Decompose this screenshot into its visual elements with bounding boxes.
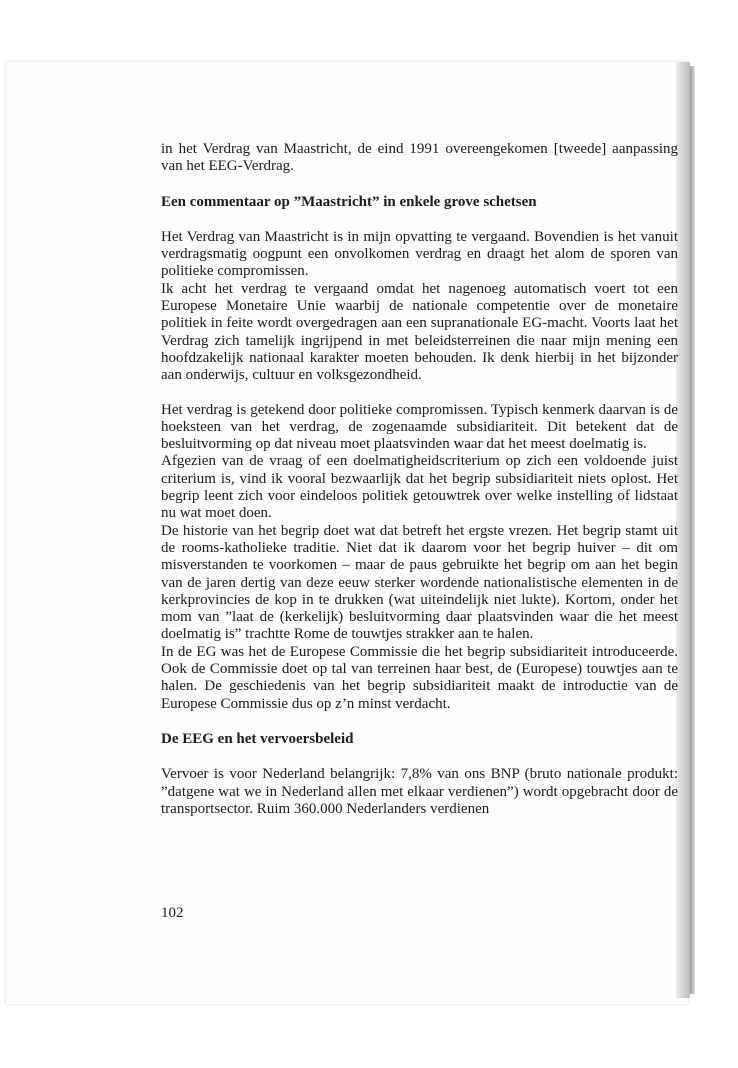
intro-paragraph: in het Verdrag van Maastricht, de eind 1991 overeengekomen [tweede] aanpassing van het EEG-Verdrag. bbox=[161, 141, 678, 175]
paragraph: De historie van het begrip doet wat dat betreft het ergste vrezen. Het begrip stamt uit de rooms-katholieke traditie. Niet dat ik daarom voor het begrip huiver – dit om misverstanden te voorkomen – maar de paus gebruikte het begrip om aan het begin van de jaren dertig van deze eeuw sterker wordende nationalistische elementen in de kerkprovincies de kop in te drukken (wat uiteindelijk niet lukte). Kortom, onder het mom van ”laat de (kerkelijk) besluitvorming daar plaatsvinden waar die het meest doelmatig is” trachtte Rome de touwtjes strakker aan te halen. bbox=[161, 522, 678, 643]
paragraph: Het Verdrag van Maastricht is in mijn opvatting te vergaand. Bovendien is het vanuit verdragsmatig oogpunt een onvolkomen verdrag en draagt het alom de sporen van politieke compromissen. bbox=[161, 228, 678, 280]
paragraph: Vervoer is voor Nederland belangrijk: 7,8% van ons BNP (bruto nationale produkt: ”datgene wat we in Nederland allen met elkaar verdienen”) wordt opgebracht door de transportsector. Ruim 360.000 Nederlanders verdienen bbox=[161, 766, 678, 817]
paragraph: Ik acht het verdrag te vergaand omdat het nagenoeg automatisch voert tot een Europese Monetaire Unie waarbij de nationale competentie over de monetaire politiek in feite wordt overgedragen aan een supranationale EG-macht. Voorts laat het Verdrag zich tamelijk ingrijpend in met beleidsterreinen die naar mijn mening een hoofdzakelijk nationaal karakter moeten behouden. Ik denk hierbij in het bijzonder aan onderwijs, cultuur en volksgezondheid. bbox=[161, 280, 678, 384]
section-heading-maastricht: Een commentaar op ”Maastricht” in enkele grove schetsen bbox=[161, 193, 537, 210]
binding-edge bbox=[690, 66, 695, 994]
paragraph: Het verdrag is getekend door politieke compromissen. Typisch kenmerk daarvan is de hoeksteen van het verdrag, de zogenaamde subsidiariteit. Dit betekent dat de besluitvorming op dat niveau moet plaatsvinden waar dat het meest doelmatig is. bbox=[161, 401, 678, 453]
page-body bbox=[161, 141, 678, 818]
paragraph: Afgezien van de vraag of een doelmatigheidscriterium op zich een voldoende juist criterium is, vind ik vooral bezwaarlijk dat het begrip subsidiariteit niets oplost. Het begrip leent zich voor eindeloos politiek getouwtrek over welke instelling of lidstaat nu wat moet doen. bbox=[161, 453, 678, 522]
page-number: 102 bbox=[161, 905, 184, 921]
paragraph: In de EG was het de Europese Commissie die het begrip subsidiariteit introduceerde. Ook de Commissie doet op tal van terreinen haar best, de (Europese) touwtjes aan te halen. De geschiedenis van het begrip subsidiariteit maakt de introductie van de Europese Commissie dus op z’n minst verdacht. bbox=[161, 643, 678, 712]
section-heading-vervoersbeleid: De EEG en het vervoersbeleid bbox=[161, 730, 354, 747]
page-edge-shadow bbox=[676, 62, 690, 998]
